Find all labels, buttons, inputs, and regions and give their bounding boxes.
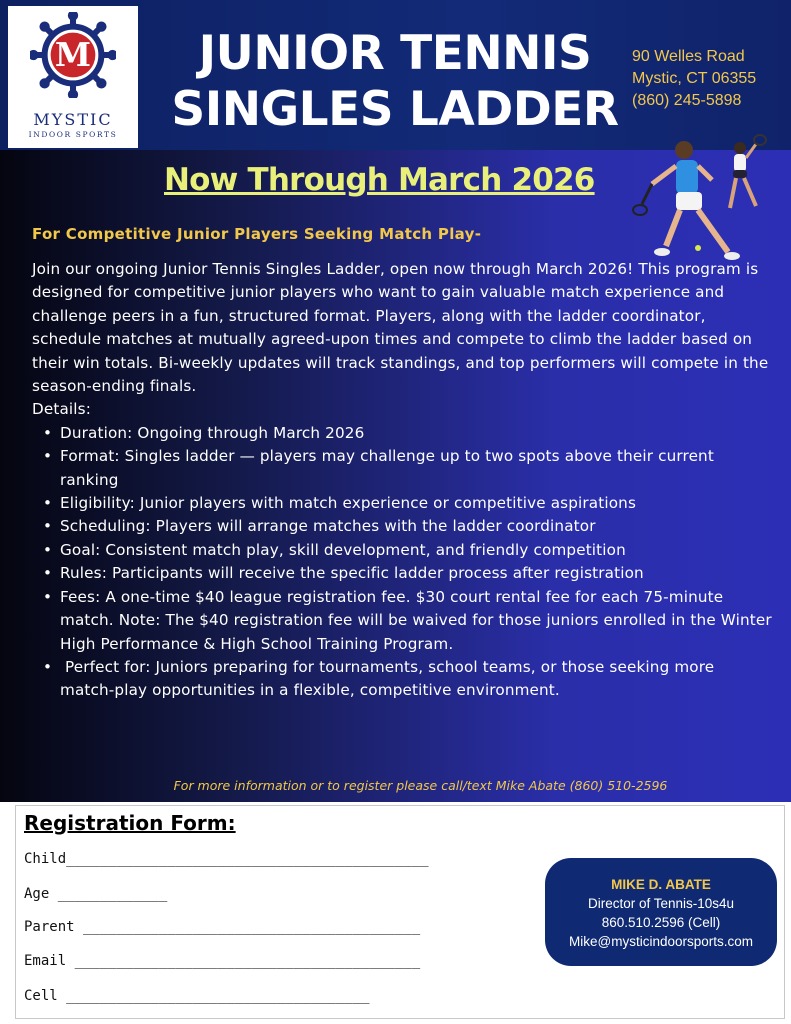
- detail-scheduling: • Scheduling: Players will arrange matches with the ladder coordinator: [32, 515, 772, 538]
- contact-email: Mike@mysticindoorsports.com: [569, 934, 753, 949]
- cell-field[interactable]: Cell ____________________________________: [24, 988, 370, 1004]
- address-phone: (860) 245-5898: [632, 92, 742, 109]
- age-field[interactable]: Age _____________: [24, 886, 168, 902]
- details-list: [32, 422, 772, 703]
- contact-role: Director of Tennis-10s4u: [587, 896, 735, 911]
- detail-eligibility: • Eligibility: Junior players with match experience or competitive aspirations: [32, 492, 772, 515]
- detail-goal: • Goal: Consistent match play, skill development, and friendly competition: [32, 539, 772, 562]
- description-paragraph: Join our ongoing Junior Tennis Singles Ladder, open now through March 2026! This program is designed for competitive junior players who want to gain valuable match experience and challenge peers in a fun, structured format. Players, along with the ladder coordinator, schedule matches at mutually agreed-upon times and compete to climb the ladder based on their win totals. Bi-weekly updates will track standings, and top performers will compete in the season-ending finals.: [32, 260, 769, 396]
- title-line-1: JUNIOR TENNIS: [198, 26, 592, 81]
- mystic-logo: [8, 6, 138, 148]
- player-1-figure: [633, 141, 740, 260]
- logo-letter: M: [54, 35, 92, 75]
- tennis-ball-icon: [695, 245, 701, 251]
- address-street: 90 Welles Road: [632, 48, 745, 65]
- registration-title: Registration Form:: [24, 811, 236, 835]
- title-line-2: SINGLES LADDER: [171, 82, 619, 137]
- contact-name: MIKE D. ABATE: [611, 877, 711, 892]
- program-description: [32, 258, 772, 703]
- detail-format: • Format: Singles ladder — players may challenge up to two spots above their current ranking: [32, 445, 772, 492]
- contact-card: [545, 858, 777, 966]
- details-label: Details:: [32, 400, 91, 419]
- detail-fees: • Fees: A one-time $40 league registration fee. $30 court rental fee for each 75-minute match. Note: The $40 registration fee will be waived for those juniors enrolled in the Winter High Performance & High School Training Program.: [32, 586, 772, 656]
- logo-subtitle: INDOOR SPORTS: [28, 130, 118, 139]
- contact-line: For more information or to register please call/text Mike Abate (860) 510-2596: [173, 778, 668, 793]
- page-title: [150, 26, 640, 138]
- detail-duration: • Duration: Ongoing through March 2026: [32, 422, 772, 445]
- address-city: Mystic, CT 06355: [632, 70, 757, 87]
- address-block: [632, 46, 787, 112]
- logo-name: MYSTIC: [33, 110, 113, 129]
- email-field[interactable]: Email _________________________________________: [24, 953, 421, 969]
- parent-field[interactable]: Parent ________________________________________: [24, 919, 421, 935]
- banner-subtitle: Now Through March 2026: [164, 162, 595, 198]
- detail-perfect-for: • Perfect for: Juniors preparing for tournaments, school teams, or those seeking more match-play opportunities in a flexible, competitive environment.: [32, 656, 772, 703]
- child-field[interactable]: Child___________________________________________: [24, 851, 429, 867]
- contact-phone: 860.510.2596 (Cell): [601, 915, 721, 930]
- detail-rules: • Rules: Participants will receive the specific ladder process after registration: [32, 562, 772, 585]
- tennis-players-illustration: [632, 134, 782, 274]
- player-2-figure: [730, 135, 766, 208]
- ship-wheel-icon: [30, 12, 116, 98]
- tagline: For Competitive Junior Players Seeking Match Play-: [32, 225, 482, 243]
